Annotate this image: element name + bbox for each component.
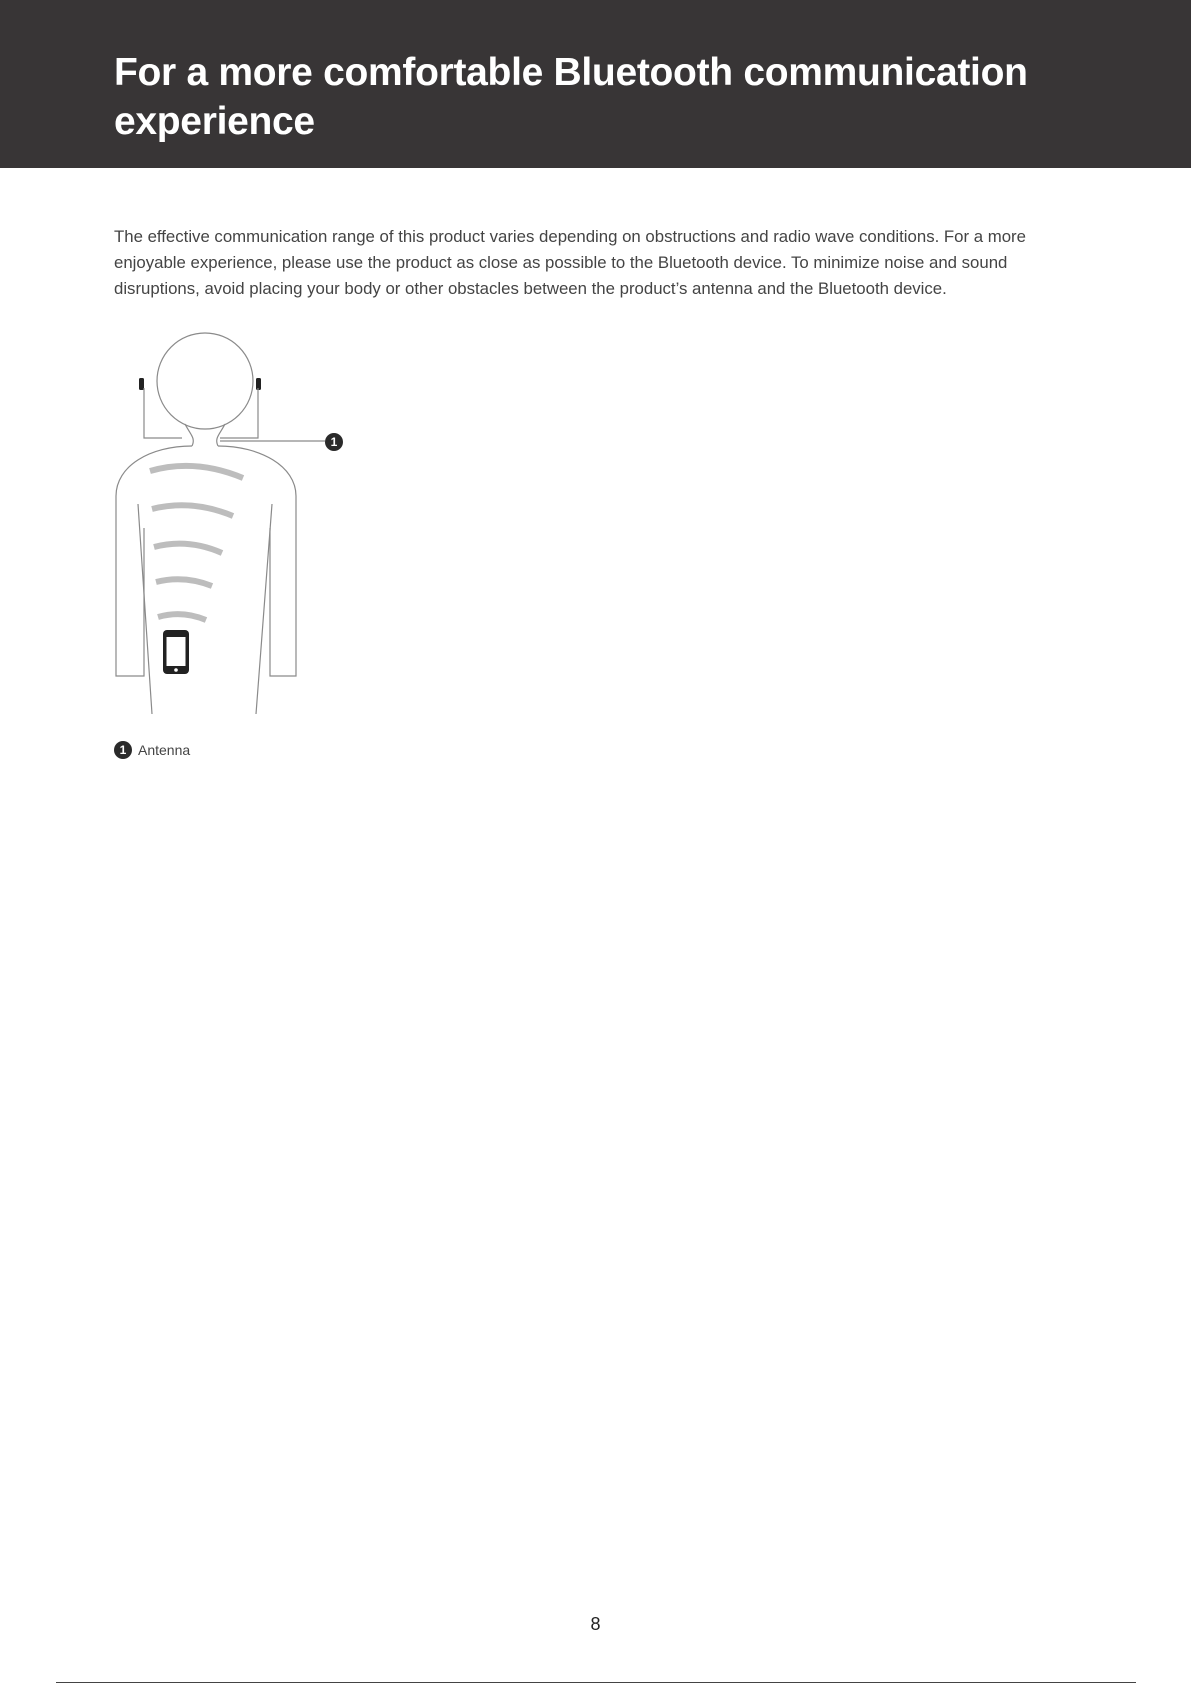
signal-wave-5 <box>158 614 206 620</box>
page-title: For a more comfortable Bluetooth communication experience <box>114 51 1028 143</box>
left-earphone <box>139 378 144 390</box>
torso-outline <box>116 446 296 676</box>
legend-number: 1 <box>114 741 132 759</box>
header-band <box>0 0 1191 168</box>
footer-rule <box>56 1682 1136 1683</box>
body-inner-lines <box>138 504 272 714</box>
legend-label: Antenna <box>138 742 191 758</box>
antenna-diagram <box>110 326 370 718</box>
signal-wave-2 <box>152 505 233 516</box>
head-outline <box>157 333 253 429</box>
signal-wave-4 <box>156 579 212 586</box>
person-illustration <box>110 326 370 718</box>
signal-wave-3 <box>154 544 222 553</box>
phone-icon <box>163 630 189 674</box>
intro-paragraph: The effective communication range of this product varies depending on obstructions and radio wave conditions. For a more enjoyable experience, please use the product as close as possible to the Bluetooth device. To minimize noise and sound disruptions, avoid placing your body or other obstacles between the product’s antenna and the Bluetooth device. <box>114 227 1026 298</box>
page-number: 8 <box>590 1614 601 1634</box>
figure-legend <box>114 741 190 759</box>
signal-wave-1 <box>150 466 243 478</box>
antenna-callout: 1 <box>325 433 343 451</box>
